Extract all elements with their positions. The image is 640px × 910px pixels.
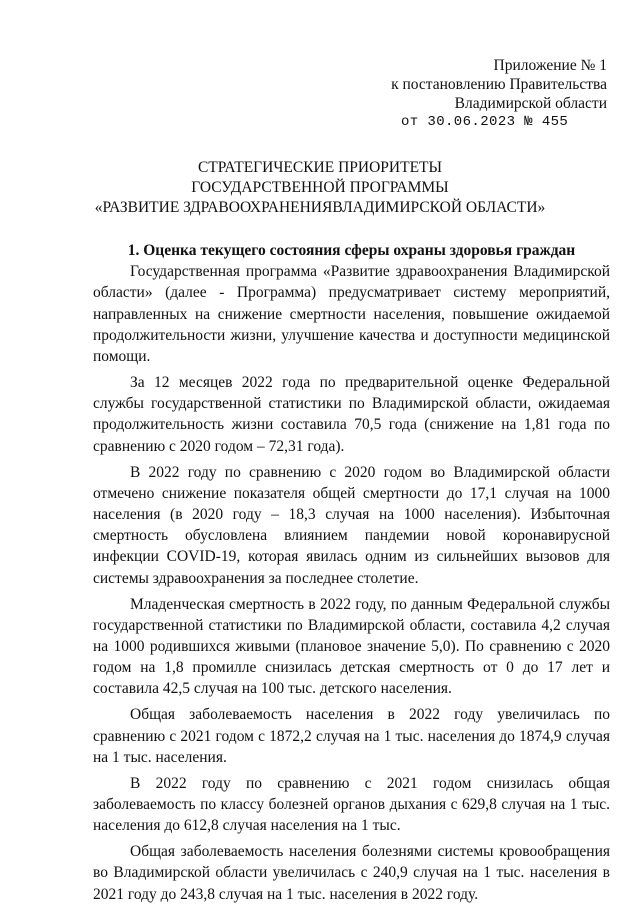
paragraph: Государственная программа «Развитие здравоохранения Владимирской области» (далее - Программа) предусматривает систему мероприятий, направленных на снижение смертности населения, повышение ожидаемой продолжительности жизни, улучшение качества и доступности медицинской помощи. xyxy=(93,263,610,366)
paragraph: Общая заболеваемость населения в 2022 году увеличилась по сравнению с 2021 годом с 1872,2 случая на 1 тыс. населения до 1874,9 случая на 1 тыс. населения. xyxy=(93,706,610,766)
appendix-block xyxy=(391,56,607,113)
title-line-3: «РАЗВИТИЕ ЗДРАВООХРАНЕНИЯВЛАДИМИРСКОЙ ОБЛАСТИ» xyxy=(94,199,546,216)
appendix-number: Приложение № 1 xyxy=(493,57,607,74)
document-title xyxy=(60,158,580,218)
section-1 xyxy=(93,240,610,910)
paragraph: За 12 месяцев 2022 года по предварительной оценке Федеральной службы государственной статистики по Владимирской области, ожидаемая продолжительность жизни составила 70,5 года (снижение на 1,81 года по сравнению с 2020 годом – 72,31 года). xyxy=(93,374,610,455)
paragraph: Общая заболеваемость населения болезнями системы кровообращения во Владимирской области увеличилась с 240,9 случая на 1 тыс. населения в 2021 году до 243,8 случая на 1 тыс. населения в 2022 году. xyxy=(93,843,610,903)
decree-date-number: от 30.06.2023 № 455 xyxy=(401,114,569,130)
title-line-2: ГОСУДАРСТВЕННОЙ ПРОГРАММЫ xyxy=(191,179,449,196)
paragraph: Младенческая смертность в 2022 году, по данным Федеральной службы государственной статистики по Владимирской области, составила 4,2 случая на 1000 родившихся живыми (плановое значение 5,0). По сравнению с 2020 годом на 1,8 промилле снизилась детская смертность от 0 до 17 лет и составила 42,5 случая на 100 тыс. детского населения. xyxy=(93,595,610,698)
title-line-1: СТРАТЕГИЧЕСКИЕ ПРИОРИТЕТЫ xyxy=(197,159,443,176)
appendix-resolution: к постановлению Правительства xyxy=(391,76,607,93)
paragraph: В 2022 году по сравнению с 2021 годом снизилась общая заболеваемость по классу болезней органов дыхания с 629,8 случая на 1 тыс. населения до 612,8 случая населения на 1 тыс. xyxy=(93,774,610,835)
appendix-region: Владимирской области xyxy=(454,95,607,112)
paragraph: В 2022 году по сравнению с 2020 годом во Владимирской области отмечено снижение показателя общей смертности до 17,1 случая на 1000 населения (в 2020 году – 18,3 случая на 1000 населения). Избыточная смертность обусловлена влиянием пандемии новой коронавирусной инфекции COVID-19, которая явилась одним из сильнейших вызовов для системы здравоохранения за последнее столетие. xyxy=(93,463,610,587)
section-heading: 1. Оценка текущего состояния сферы охраны здоровья граждан xyxy=(127,242,576,259)
